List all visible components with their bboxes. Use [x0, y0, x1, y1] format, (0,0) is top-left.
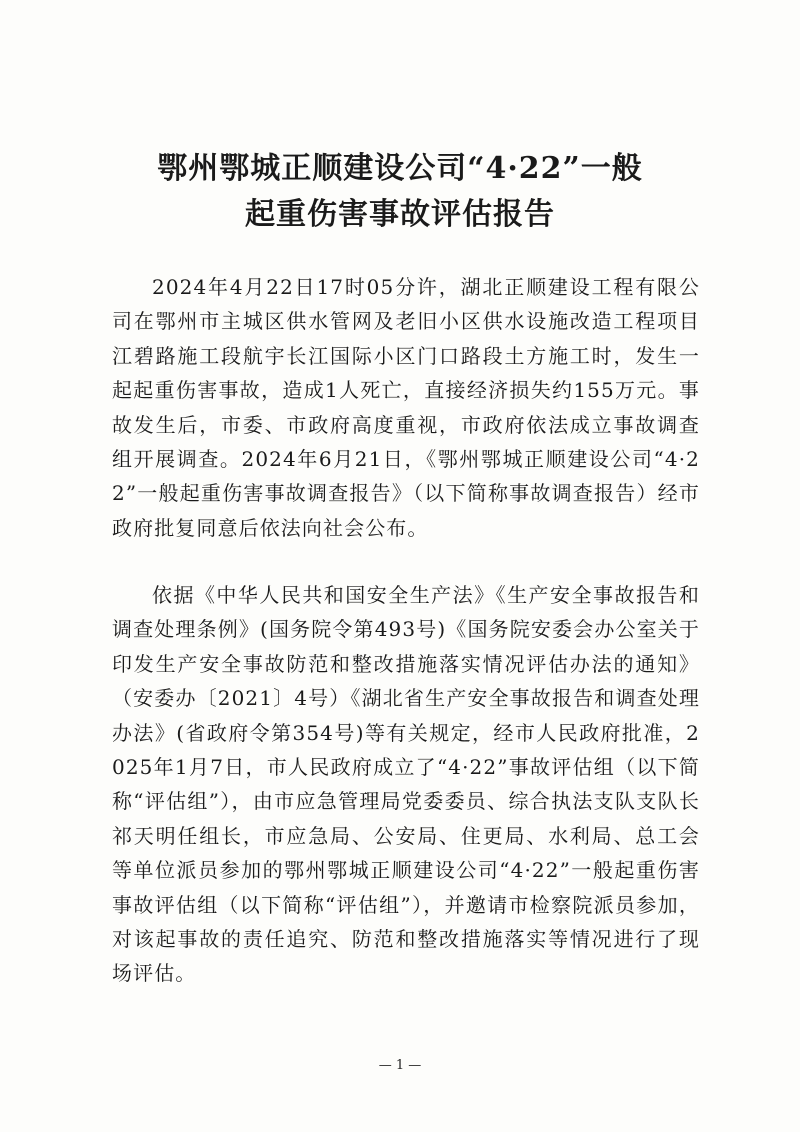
body-paragraph-1: 2024年4月22日17时05分许，湖北正顺建设工程有限公司在鄂州市主城区供水管网及老旧小区供水设施改造工程项目江碧路施工段航宇长江国际小区门口路段土方施工时，发生一起起重伤害事故，造成1人死亡，直接经济损失约155万元。事故发生后，市委、市政府高度重视，市政府依法成立事故调查组开展调查。2024年6月21日，《鄂州鄂城正顺建设公司“4·22”一般起重伤害事故调查报告》（以下简称事故调查报告）经市政府批复同意后依法向社会公布。	[112, 275, 700, 540]
document-title-line-2: 起重伤害事故评估报告	[245, 197, 555, 232]
body-paragraph-2: 依据《中华人民共和国安全生产法》《生产安全事故报告和调查处理条例》(国务院令第493号)《国务院安委会办公室关于印发生产安全事故防范和整改措施落实情况评估办法的通知》（安委办〔2021〕4号）《湖北省生产安全事故报告和调查处理办法》(省政府令第354号)等有关规定，经市人民政府批准，2025年1月7日，市人民政府成立了“4·22”事故评估组（以下简称“评估组”），由市应急管理局党委委员、综合执法支队支队长祁天明任组长，市应急局、公安局、住更局、水利局、总工会等单位派员参加的鄂州鄂城正顺建设公司“4·22”一般起重伤害事故评估组（以下简称“评估组”），并邀请市检察院派员参加，对该起事故的责任追究、防范和整改措施落实等情况进行了现场评估。	[112, 583, 700, 986]
page-number: — 1 —	[378, 1058, 422, 1073]
document-title-line-1: 鄂州鄂城正顺建设公司“4·22”一般	[157, 151, 643, 186]
